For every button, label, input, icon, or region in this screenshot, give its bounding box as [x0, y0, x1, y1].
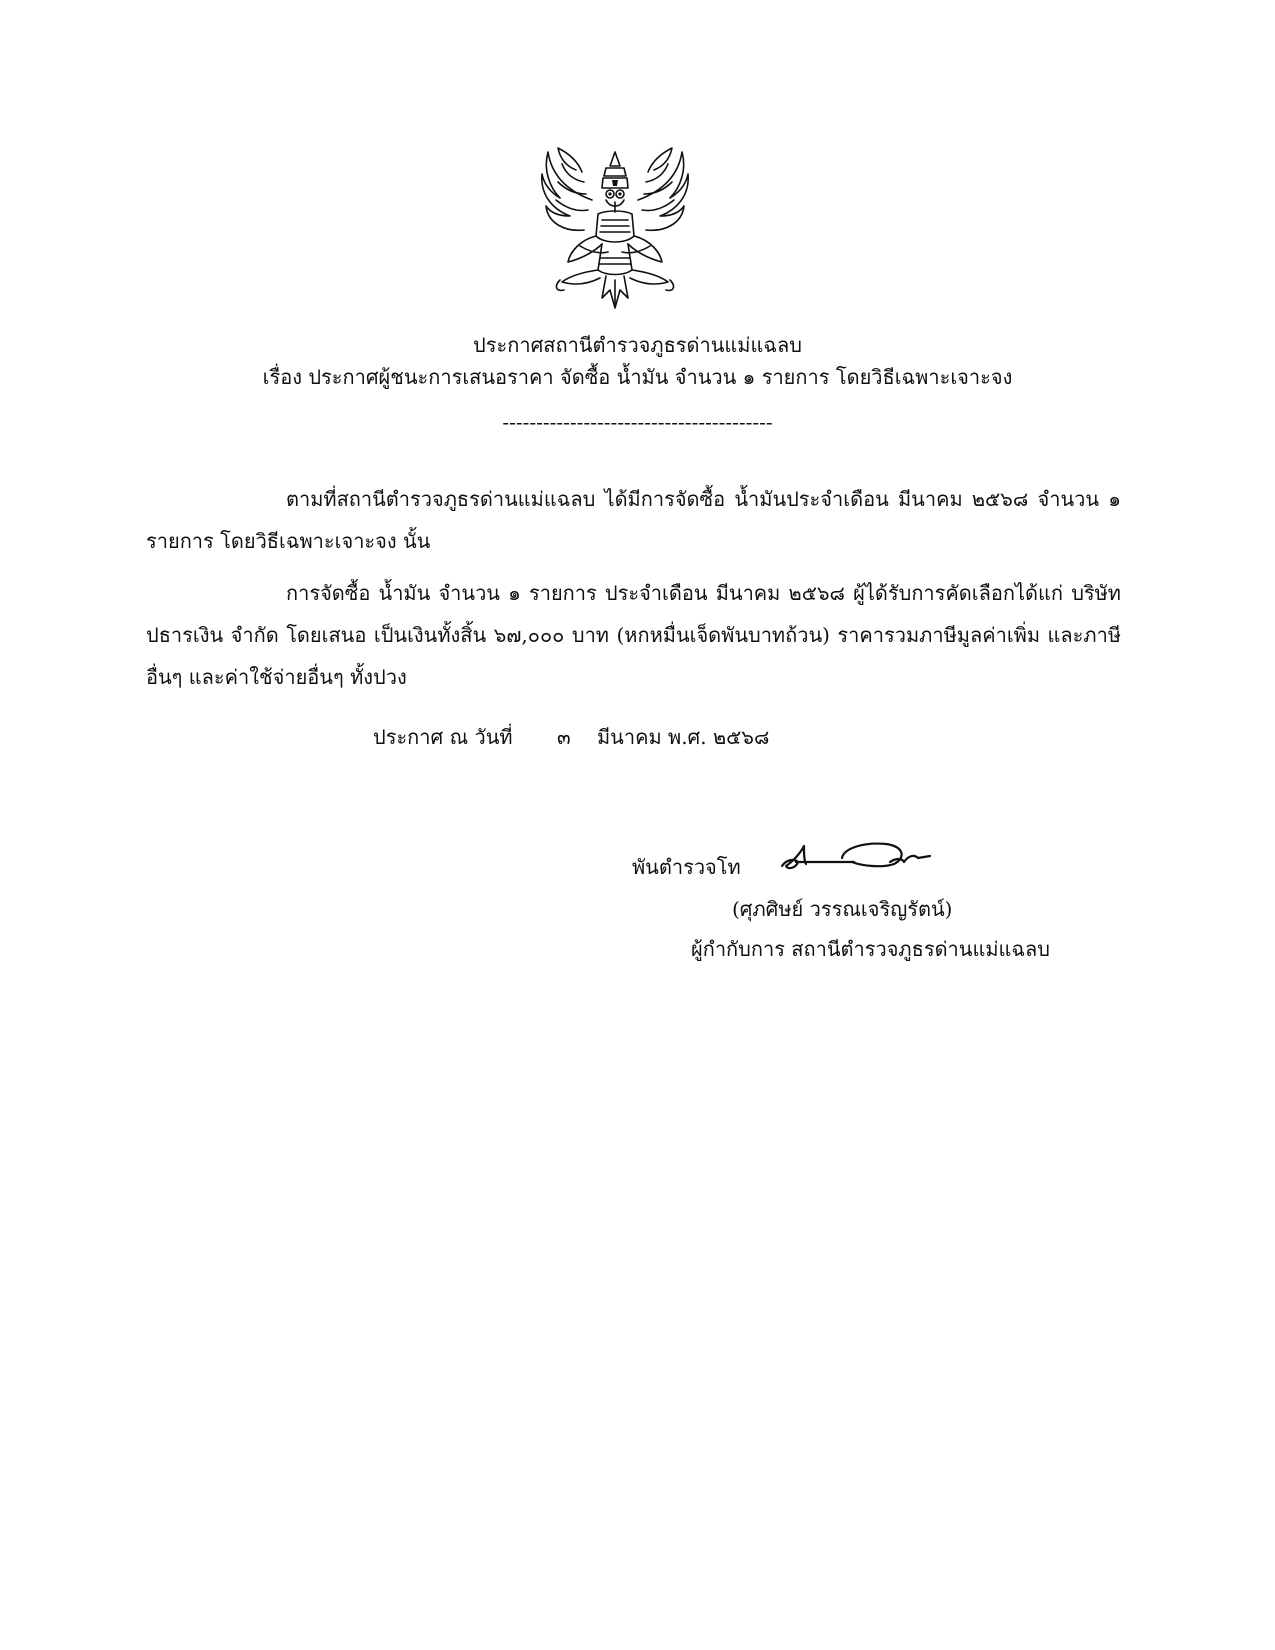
- signer-name: (ศุภศิษย์ วรรณเจริญรัตน์): [732, 897, 953, 921]
- announcement-date: [373, 722, 769, 752]
- garuda-emblem-icon: [540, 140, 690, 315]
- separator-line: ----------------------------------------: [502, 410, 773, 434]
- signer-position: ผู้กำกับการ สถานีตำรวจภูธรด่านแม่แฉลบ: [691, 937, 1050, 961]
- announcement-date-label: ประกาศ ณ วันที่: [373, 725, 513, 749]
- announcement-date-month-year: มีนาคม พ.ศ. ๒๕๖๘: [597, 725, 770, 749]
- signer-rank: พันตำรวจโท: [632, 855, 741, 879]
- handwritten-signature: [778, 836, 934, 880]
- document-subject: เรื่อง ประกาศผู้ชนะการเสนอราคา จัดซื้อ น้ำมัน จำนวน ๑ รายการ โดยวิธีเฉพาะเจาะจง: [262, 365, 1013, 389]
- document-title: ประกาศสถานีตำรวจภูธรด่านแม่แฉลบ: [473, 333, 802, 357]
- body-paragraph-2: การจัดซื้อ น้ำมัน จำนวน ๑ รายการ ประจำเดือน มีนาคม ๒๕๖๘ ผู้ได้รับการคัดเลือกได้แก่ บริษัท ปธารเงิน จำกัด โดยเสนอ เป็นเงินทั้งสิ้น ๖๗,๐๐๐ บาท (หกหมื่นเจ็ดพันบาทถ้วน) ราคารวมภาษีมูลค่าเพิ่ม และภาษีอื่นๆ และค่าใช้จ่ายอื่นๆ ทั้งปวง: [146, 581, 1121, 689]
- body-paragraph-1: ตามที่สถานีตำรวจภูธรด่านแม่แฉลบ ได้มีการจัดซื้อ น้ำมันประจำเดือน มีนาคม ๒๕๖๘ จำนวน ๑ รายการ โดยวิธีเฉพาะเจาะจง นั้น: [146, 487, 1121, 553]
- announcement-date-day: ๓: [557, 725, 571, 749]
